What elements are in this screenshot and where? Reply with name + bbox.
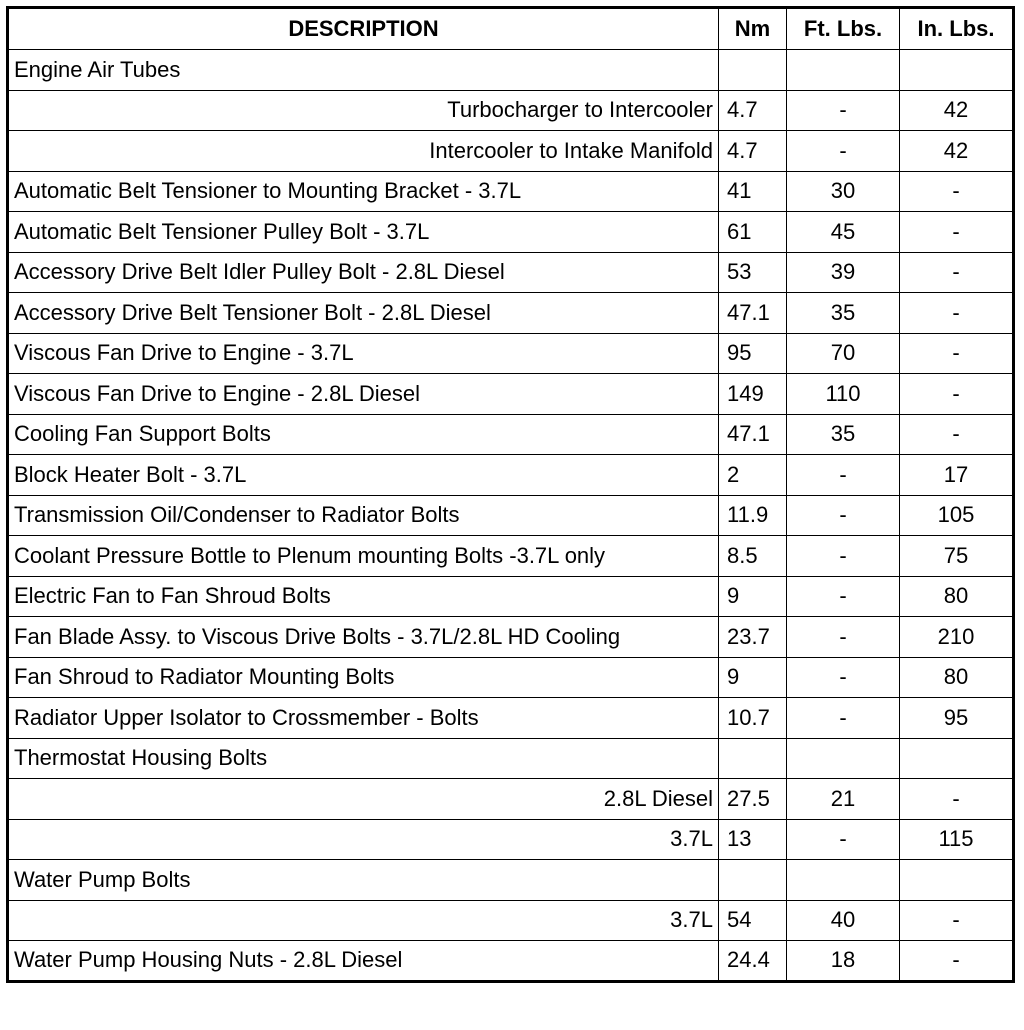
in-lbs-cell — [900, 860, 1014, 901]
ft-lbs-cell: 70 — [787, 333, 900, 374]
ft-lbs-cell: - — [787, 657, 900, 698]
ft-lbs-cell: 35 — [787, 293, 900, 334]
ft-lbs-cell: 40 — [787, 900, 900, 941]
nm-cell: 11.9 — [719, 495, 787, 536]
table-row — [8, 779, 1014, 820]
nm-cell: 23.7 — [719, 617, 787, 658]
in-lbs-cell: 80 — [900, 576, 1014, 617]
table-row — [8, 495, 1014, 536]
description-cell: Block Heater Bolt - 3.7L — [8, 455, 719, 496]
nm-cell: 41 — [719, 171, 787, 212]
description-cell: Fan Blade Assy. to Viscous Drive Bolts - 3.7L/2.8L HD Cooling — [8, 617, 719, 658]
ft-lbs-cell: 21 — [787, 779, 900, 820]
ft-lbs-cell: - — [787, 536, 900, 577]
ft-lbs-cell — [787, 738, 900, 779]
torque-spec-table — [6, 6, 1015, 983]
ft-lbs-cell: - — [787, 576, 900, 617]
ft-lbs-cell: - — [787, 819, 900, 860]
nm-cell: 54 — [719, 900, 787, 941]
nm-cell: 4.7 — [719, 131, 787, 172]
nm-cell — [719, 50, 787, 91]
ft-lbs-cell: - — [787, 455, 900, 496]
in-lbs-cell: 17 — [900, 455, 1014, 496]
in-lbs-cell: 95 — [900, 698, 1014, 739]
nm-cell: 10.7 — [719, 698, 787, 739]
in-lbs-cell: - — [900, 171, 1014, 212]
in-lbs-cell: 75 — [900, 536, 1014, 577]
table-row — [8, 131, 1014, 172]
ft-lbs-cell: - — [787, 495, 900, 536]
in-lbs-cell: - — [900, 252, 1014, 293]
ft-lbs-cell — [787, 50, 900, 91]
ft-lbs-cell: 39 — [787, 252, 900, 293]
in-lbs-cell: - — [900, 374, 1014, 415]
table-row — [8, 414, 1014, 455]
table-row — [8, 860, 1014, 901]
in-lbs-cell: - — [900, 779, 1014, 820]
in-lbs-cell: - — [900, 900, 1014, 941]
in-lbs-cell: - — [900, 941, 1014, 982]
nm-cell — [719, 738, 787, 779]
nm-cell: 2 — [719, 455, 787, 496]
table-row — [8, 252, 1014, 293]
description-cell: 2.8L Diesel — [8, 779, 719, 820]
description-cell: Water Pump Bolts — [8, 860, 719, 901]
description-cell: Automatic Belt Tensioner to Mounting Bracket - 3.7L — [8, 171, 719, 212]
nm-cell: 61 — [719, 212, 787, 253]
description-cell: Accessory Drive Belt Idler Pulley Bolt - 2.8L Diesel — [8, 252, 719, 293]
ft-lbs-cell: 110 — [787, 374, 900, 415]
nm-cell: 47.1 — [719, 293, 787, 334]
ft-lbs-cell: - — [787, 90, 900, 131]
ft-lbs-cell: 35 — [787, 414, 900, 455]
table-row — [8, 293, 1014, 334]
nm-cell: 27.5 — [719, 779, 787, 820]
table-row — [8, 455, 1014, 496]
in-lbs-cell: 115 — [900, 819, 1014, 860]
ft-lbs-cell — [787, 860, 900, 901]
in-lbs-cell: - — [900, 293, 1014, 334]
description-cell: Viscous Fan Drive to Engine - 3.7L — [8, 333, 719, 374]
description-cell: Engine Air Tubes — [8, 50, 719, 91]
header-row — [8, 8, 1014, 50]
ft-lbs-cell: 45 — [787, 212, 900, 253]
ft-lbs-cell: 30 — [787, 171, 900, 212]
description-cell: Fan Shroud to Radiator Mounting Bolts — [8, 657, 719, 698]
table-row — [8, 212, 1014, 253]
table-row — [8, 536, 1014, 577]
description-cell: 3.7L — [8, 900, 719, 941]
description-cell: Automatic Belt Tensioner Pulley Bolt - 3.7L — [8, 212, 719, 253]
in-lbs-cell: 42 — [900, 90, 1014, 131]
table-row — [8, 50, 1014, 91]
table-row — [8, 657, 1014, 698]
description-cell: Coolant Pressure Bottle to Plenum mounting Bolts -3.7L only — [8, 536, 719, 577]
in-lbs-cell: 210 — [900, 617, 1014, 658]
in-lbs-cell: 80 — [900, 657, 1014, 698]
description-cell: Intercooler to Intake Manifold — [8, 131, 719, 172]
table-row — [8, 333, 1014, 374]
nm-cell: 53 — [719, 252, 787, 293]
ft-lbs-cell: - — [787, 131, 900, 172]
nm-cell: 13 — [719, 819, 787, 860]
description-cell: Cooling Fan Support Bolts — [8, 414, 719, 455]
header-in-lbs: In. Lbs. — [900, 8, 1014, 50]
nm-cell: 24.4 — [719, 941, 787, 982]
description-cell: Thermostat Housing Bolts — [8, 738, 719, 779]
in-lbs-cell — [900, 50, 1014, 91]
in-lbs-cell: - — [900, 414, 1014, 455]
description-cell: Transmission Oil/Condenser to Radiator Bolts — [8, 495, 719, 536]
in-lbs-cell: 105 — [900, 495, 1014, 536]
description-cell: Electric Fan to Fan Shroud Bolts — [8, 576, 719, 617]
description-cell: Radiator Upper Isolator to Crossmember - Bolts — [8, 698, 719, 739]
ft-lbs-cell: - — [787, 617, 900, 658]
description-cell: Water Pump Housing Nuts - 2.8L Diesel — [8, 941, 719, 982]
description-cell: Turbocharger to Intercooler — [8, 90, 719, 131]
table-row — [8, 617, 1014, 658]
description-cell: Viscous Fan Drive to Engine - 2.8L Diesel — [8, 374, 719, 415]
in-lbs-cell: - — [900, 212, 1014, 253]
header-nm: Nm — [719, 8, 787, 50]
table-row — [8, 171, 1014, 212]
description-cell: 3.7L — [8, 819, 719, 860]
table-row — [8, 819, 1014, 860]
table-row — [8, 90, 1014, 131]
nm-cell: 9 — [719, 576, 787, 617]
nm-cell: 4.7 — [719, 90, 787, 131]
in-lbs-cell — [900, 738, 1014, 779]
table-row — [8, 374, 1014, 415]
in-lbs-cell: 42 — [900, 131, 1014, 172]
table-row — [8, 738, 1014, 779]
nm-cell: 8.5 — [719, 536, 787, 577]
nm-cell: 47.1 — [719, 414, 787, 455]
in-lbs-cell: - — [900, 333, 1014, 374]
table-row — [8, 698, 1014, 739]
nm-cell: 95 — [719, 333, 787, 374]
header-ft-lbs: Ft. Lbs. — [787, 8, 900, 50]
ft-lbs-cell: 18 — [787, 941, 900, 982]
table-row — [8, 576, 1014, 617]
nm-cell — [719, 860, 787, 901]
nm-cell: 149 — [719, 374, 787, 415]
description-cell: Accessory Drive Belt Tensioner Bolt - 2.8L Diesel — [8, 293, 719, 334]
table-row — [8, 900, 1014, 941]
header-description: DESCRIPTION — [8, 8, 719, 50]
ft-lbs-cell: - — [787, 698, 900, 739]
nm-cell: 9 — [719, 657, 787, 698]
table-row — [8, 941, 1014, 982]
